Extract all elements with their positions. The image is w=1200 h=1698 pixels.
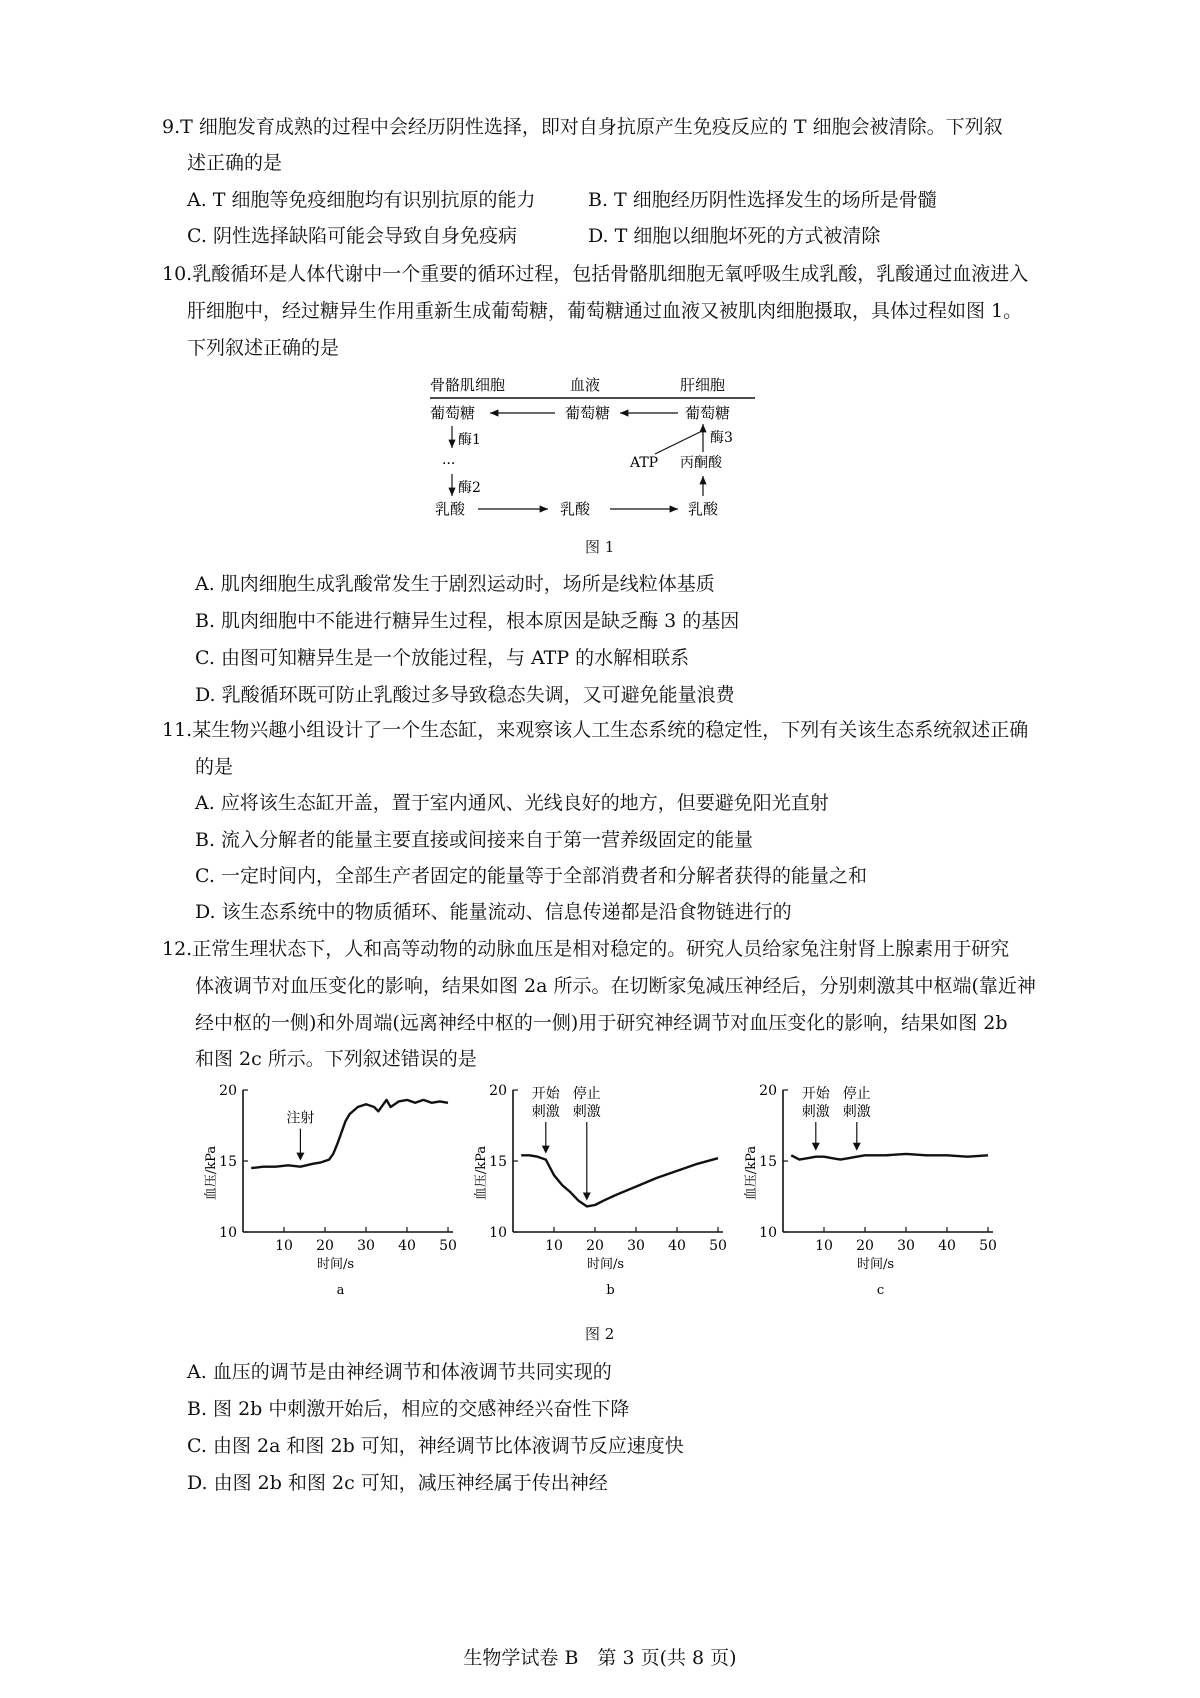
figure-1-caption: 图 1 bbox=[585, 538, 615, 556]
y-axis-label: 血压/kPa bbox=[474, 1145, 489, 1201]
q9-stem-line2: 述正确的是 bbox=[187, 152, 283, 174]
q12-stem-line3: 经中枢的一侧)和外周端(远离神经中枢的一侧)用于研究神经调节对血压变化的影响，结果如图 2b bbox=[195, 1012, 1008, 1034]
fig1-col-muscle-label: 骨骼肌细胞 bbox=[430, 376, 506, 394]
q11-stem-line2: 的是 bbox=[195, 756, 234, 778]
fig1-atp-line bbox=[655, 432, 700, 454]
q11-option-b: B. 流入分解者的能量主要直接或间接来自于第一营养级固定的能量 bbox=[195, 829, 754, 851]
figure-2c-chart bbox=[735, 1080, 1015, 1320]
fig1-col-blood-label: 血液 bbox=[570, 376, 601, 394]
q9-option-b: B. T 细胞经历阴性选择发生的场所是骨髓 bbox=[588, 189, 937, 211]
annotation-arrowhead bbox=[296, 1153, 304, 1161]
q12-option-a: A. 血压的调节是由神经调节和体液调节共同实现的 bbox=[187, 1361, 612, 1383]
x-tick-label: 20 bbox=[856, 1238, 874, 1254]
annotation-label: 刺激 bbox=[531, 1104, 560, 1120]
y-axis-label: 血压/kPa bbox=[744, 1145, 759, 1201]
annotation-label: 刺激 bbox=[572, 1104, 601, 1120]
y-tick-label: 20 bbox=[489, 1083, 507, 1099]
q12-option-b: B. 图 2b 中刺激开始后，相应的交感神经兴奋性下降 bbox=[187, 1398, 630, 1420]
x-tick-label: 30 bbox=[357, 1238, 375, 1254]
figure-2-caption: 图 2 bbox=[585, 1325, 615, 1343]
q10-option-b: B. 肌肉细胞中不能进行糖异生过程，根本原因是缺乏酶 3 的基因 bbox=[195, 610, 740, 632]
y-tick-label: 15 bbox=[489, 1154, 507, 1170]
q9-stem-line1: 9.T 细胞发育成熟的过程中会经历阴性选择，即对自身抗原产生免疫反应的 T 细胞会被清除。下列叙 bbox=[162, 116, 1003, 138]
y-tick-label: 10 bbox=[759, 1225, 777, 1241]
series-line bbox=[521, 1155, 718, 1206]
annotation-label: 停止 bbox=[572, 1086, 601, 1102]
annotation-label: 刺激 bbox=[801, 1104, 830, 1120]
fig1-lactate-blood: 乳酸 bbox=[560, 500, 591, 518]
x-tick-label: 50 bbox=[979, 1238, 997, 1254]
q11-option-a: A. 应将该生态缸开盖，置于室内通风、光线良好的地方，但要避免阳光直射 bbox=[195, 792, 829, 814]
y-tick-label: 15 bbox=[759, 1154, 777, 1170]
x-tick-label: 40 bbox=[938, 1238, 956, 1254]
series-line bbox=[251, 1100, 448, 1168]
fig1-pyruvate: 丙酮酸 bbox=[680, 455, 722, 471]
q12-option-c: C. 由图 2a 和图 2b 可知，神经调节比体液调节反应速度快 bbox=[187, 1435, 684, 1457]
q12-stem-line4: 和图 2c 所示。下列叙述错误的是 bbox=[195, 1048, 477, 1070]
q12-stem-line1: 12.正常生理状态下，人和高等动物的动脉血压是相对稳定的。研究人员给家兔注射肾上腺素用于研究 bbox=[162, 938, 1010, 960]
fig1-atp: ATP bbox=[630, 455, 659, 471]
x-tick-label: 10 bbox=[545, 1238, 563, 1254]
figure-1-svg bbox=[430, 372, 770, 552]
q10-option-d: D. 乳酸循环既可防止乳酸过多导致稳态失调，又可避免能量浪费 bbox=[195, 684, 735, 706]
y-tick-label: 20 bbox=[219, 1083, 237, 1099]
x-tick-label: 40 bbox=[668, 1238, 686, 1254]
figure-2b-chart bbox=[465, 1080, 745, 1320]
x-axis-label: 时间/s bbox=[856, 1257, 895, 1272]
annotation-label: 开始 bbox=[531, 1086, 560, 1102]
fig1-lactate-muscle: 乳酸 bbox=[435, 500, 466, 518]
q11-stem-line1: 11.某生物兴趣小组设计了一个生态缸，来观察该人工生态系统的稳定性，下列有关该生态系统叙述正确 bbox=[162, 719, 1029, 741]
x-tick-label: 10 bbox=[275, 1238, 293, 1254]
panel-label: b bbox=[606, 1283, 615, 1298]
y-tick-label: 15 bbox=[219, 1154, 237, 1170]
annotation-label: 注射 bbox=[286, 1110, 315, 1127]
x-tick-label: 20 bbox=[316, 1238, 334, 1254]
x-tick-label: 30 bbox=[627, 1238, 645, 1254]
panel-label: a bbox=[336, 1283, 345, 1298]
x-tick-label: 10 bbox=[815, 1238, 833, 1254]
x-tick-label: 20 bbox=[586, 1238, 604, 1254]
q10-stem-line2: 肝细胞中，经过糖异生作用重新生成葡萄糖，葡萄糖通过血液又被肌肉细胞摄取，具体过程如图 1。 bbox=[187, 300, 1023, 322]
q10-option-c: C. 由图可知糖异生是一个放能过程，与 ATP 的水解相联系 bbox=[195, 647, 690, 669]
q9-option-a: A. T 细胞等免疫细胞均有识别抗原的能力 bbox=[187, 189, 536, 211]
x-tick-label: 40 bbox=[398, 1238, 416, 1254]
x-tick-label: 50 bbox=[439, 1238, 457, 1254]
fig1-enzyme3: 酶3 bbox=[710, 430, 733, 446]
q9-option-d: D. T 细胞以细胞坏死的方式被清除 bbox=[588, 225, 881, 247]
q10-stem-line3: 下列叙述正确的是 bbox=[187, 337, 340, 359]
annotation-arrowhead bbox=[583, 1192, 591, 1200]
y-tick-label: 10 bbox=[219, 1225, 237, 1241]
fig1-enzyme1: 酶1 bbox=[458, 432, 481, 448]
page-footer: 生物学试卷 B 第 3 页(共 8 页) bbox=[463, 1647, 737, 1669]
q12-stem-line2: 体液调节对血压变化的影响，结果如图 2a 所示。在切断家兔减压神经后，分别刺激其中枢端(靠近神 bbox=[195, 975, 1036, 997]
y-tick-label: 20 bbox=[759, 1083, 777, 1099]
annotation-arrowhead bbox=[542, 1146, 550, 1154]
fig1-glucose-muscle: 葡萄糖 bbox=[430, 404, 476, 422]
q10-stem-line1: 10.乳酸循环是人体代谢中一个重要的循环过程，包括骨骼肌细胞无氧呼吸生成乳酸，乳酸通过血液进入 bbox=[162, 263, 1029, 285]
figure-1 bbox=[430, 372, 770, 552]
panel-label: c bbox=[876, 1283, 885, 1298]
fig1-glucose-liver: 葡萄糖 bbox=[685, 404, 731, 422]
fig1-lactate-liver: 乳酸 bbox=[688, 500, 719, 518]
q12-option-d: D. 由图 2b 和图 2c 可知，减压神经属于传出神经 bbox=[187, 1472, 608, 1494]
y-tick-label: 10 bbox=[489, 1225, 507, 1241]
x-tick-label: 30 bbox=[897, 1238, 915, 1254]
q10-option-a: A. 肌肉细胞生成乳酸常发生于剧烈运动时，场所是线粒体基质 bbox=[195, 573, 715, 595]
fig1-glucose-blood: 葡萄糖 bbox=[565, 404, 611, 422]
q9-option-c: C. 阴性选择缺陷可能会导致自身免疫病 bbox=[187, 225, 517, 247]
x-tick-label: 50 bbox=[709, 1238, 727, 1254]
annotation-arrowhead bbox=[812, 1143, 820, 1151]
annotation-label: 开始 bbox=[801, 1086, 830, 1102]
fig1-enzyme2: 酶2 bbox=[458, 480, 481, 496]
annotation-label: 停止 bbox=[842, 1086, 871, 1102]
series-line bbox=[791, 1154, 988, 1160]
y-axis-label: 血压/kPa bbox=[204, 1145, 219, 1201]
fig1-dots: ··· bbox=[442, 456, 456, 472]
annotation-label: 刺激 bbox=[842, 1104, 871, 1120]
figure-2a-chart bbox=[195, 1080, 475, 1320]
q11-option-d: D. 该生态系统中的物质循环、能量流动、信息传递都是沿食物链进行的 bbox=[195, 901, 792, 923]
q11-option-c: C. 一定时间内，全部生产者固定的能量等于全部消费者和分解者获得的能量之和 bbox=[195, 865, 867, 887]
x-axis-label: 时间/s bbox=[316, 1257, 355, 1272]
x-axis-label: 时间/s bbox=[586, 1257, 625, 1272]
fig1-col-liver-label: 肝细胞 bbox=[680, 376, 726, 394]
annotation-arrowhead bbox=[853, 1143, 861, 1151]
